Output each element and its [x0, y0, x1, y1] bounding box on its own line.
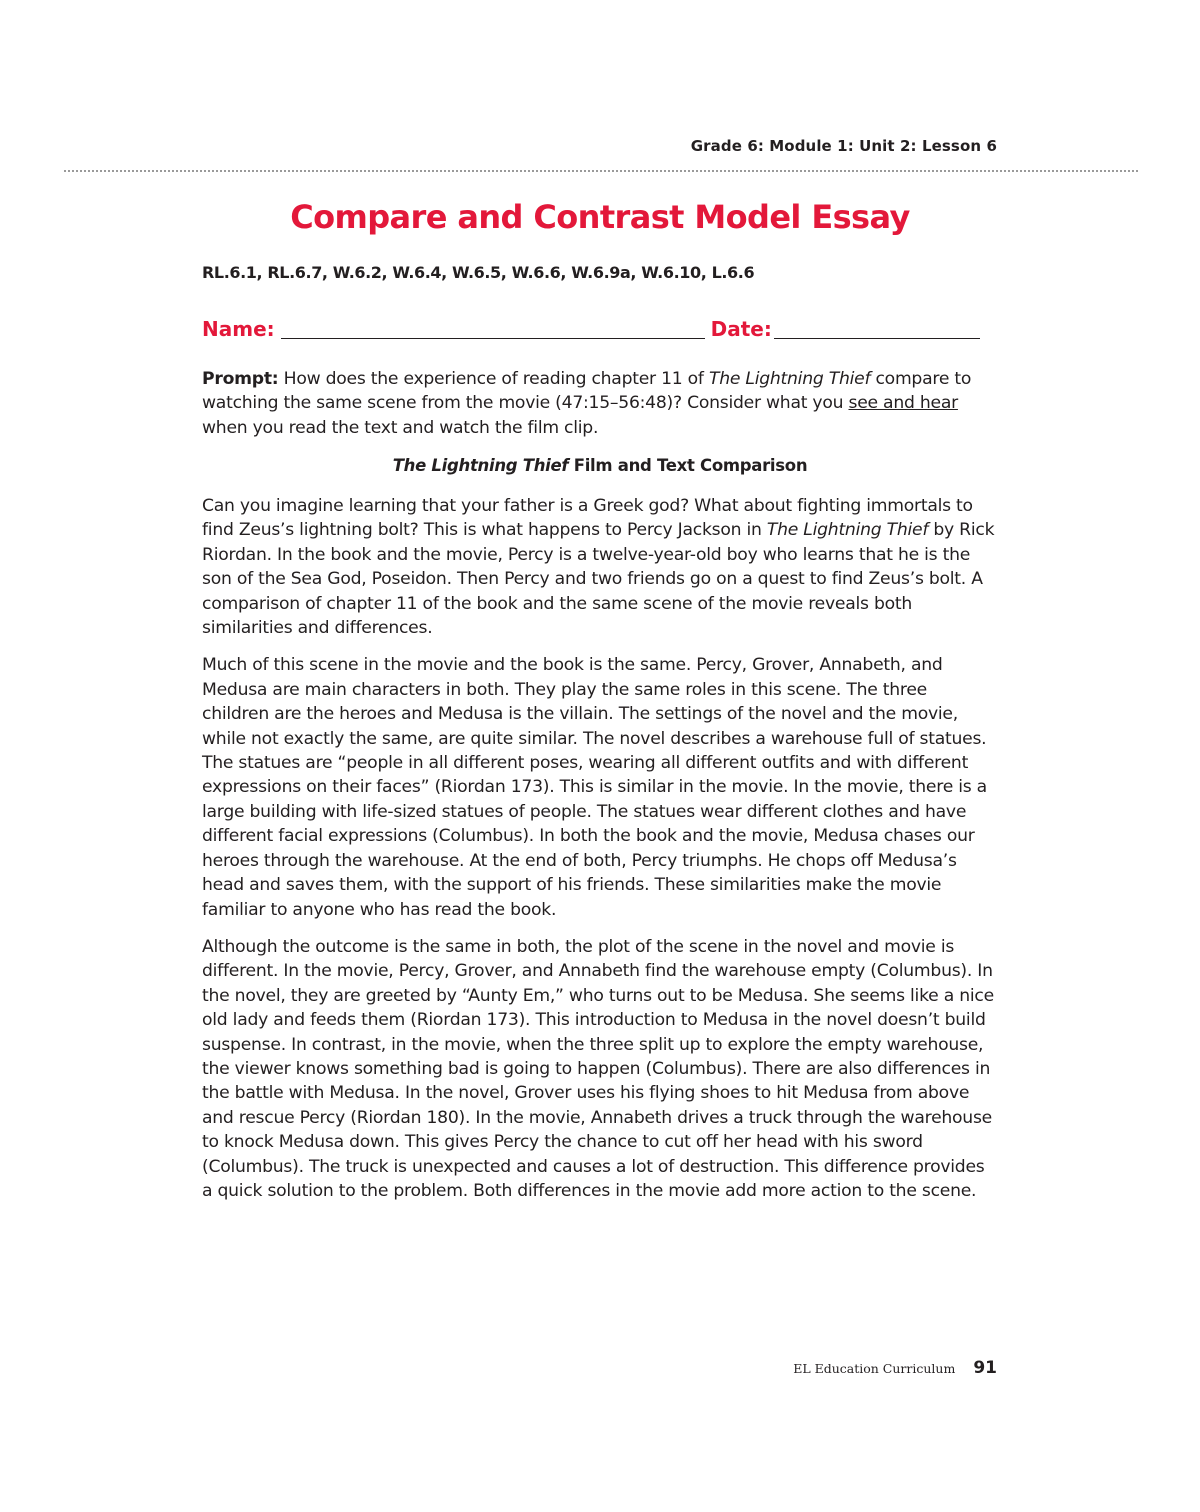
- prompt-text-3: when you read the text and watch the film clip.: [202, 417, 599, 438]
- page-title: Compare and Contrast Model Essay: [290, 198, 910, 236]
- date-field[interactable]: [774, 320, 980, 339]
- page-number: 91: [973, 1358, 997, 1378]
- comparison-heading-title: The Lightning Thief: [392, 456, 569, 475]
- prompt-underlined-text: see and hear: [848, 393, 958, 414]
- essay-p1-book-title: The Lightning Thief: [766, 520, 929, 541]
- prompt-book-title: The Lightning Thief: [708, 369, 871, 389]
- prompt-label: Prompt:: [202, 369, 279, 389]
- essay-p1-part-a: Can you imagine learning that your father is a Greek god? What about fighting immortals to find Zeus’s lightning bolt? This is what happens to Percy Jackson in: [202, 496, 973, 541]
- name-date-row: [202, 317, 980, 341]
- standards-list: RL.6.1, RL.6.7, W.6.2, W.6.4, W.6.5, W.6.6, W.6.9a, W.6.10, L.6.6: [202, 263, 755, 282]
- essay-paragraph-differences: Although the outcome is the same in both, the plot of the scene in the novel and movie is different. In the movie, Percy, Grover, and Annabeth find the warehouse empty (Columbus). In the novel, they are greeted by “Aunty Em,” who turns out to be Medusa. She seems like a nice old lady and feeds them (Riordan 173). This introduction to Medusa in the novel doesn’t build suspense. In contrast, in the movie, when the three split up to explore the empty warehouse, the viewer knows something bad is going to happen (Columbus). There are also differences in the battle with Medusa. In the novel, Grover uses his flying shoes to hit Medusa from above and rescue Percy (Riordan 180). In the movie, Annabeth drives a truck through the warehouse to knock Medusa down. This gives Percy the chance to cut off her head with his sword (Columbus). The truck is unexpected and causes a lot of destruction. This difference provides a quick solution to the problem. Both differences in the movie add more action to the scene.: [202, 936, 994, 1201]
- header-divider: [64, 170, 1138, 172]
- prompt-text-2: compare to watching the same scene from the movie (47:15–56:48)? Consider what you: [202, 369, 972, 414]
- footer-curriculum-label: EL Education Curriculum: [793, 1361, 956, 1376]
- name-field[interactable]: [281, 320, 705, 339]
- essay-paragraph-similarities: Much of this scene in the movie and the book is the same. Percy, Grover, Annabeth, and Medusa are main characters in both. They play the same roles in this scene. The three children are the heroes and Medusa is the villain. The settings of the novel and the movie, while not exactly the same, are quite similar. The novel describes a warehouse full of statues. The statues are “people in all different poses, wearing all different outfits and with different expressions on their faces” (Riordan 173). This is similar in the movie. In the movie, there is a large building with life-sized statues of people. The statues wear different clothes and have different facial expressions (Columbus). In both the book and the movie, Medusa chases our heroes through the warehouse. At the end of both, Percy triumphs. He chops off Medusa’s head and saves them, with the support of his friends. These similarities make the movie familiar to anyone who has read the book.: [202, 655, 987, 920]
- essay-p1-part-b: by Rick Riordan. In the book and the movie, Percy is a twelve-year-old boy who learns that he is the son of the Sea God, Poseidon. Then Percy and two friends go on a quest to find Zeus’s bolt. A comparison of chapter 11 of the book and the same scene of the movie reveals both similarities and differences.: [202, 520, 995, 639]
- name-label: Name:: [202, 317, 275, 341]
- model-essay: [202, 494, 998, 1216]
- comparison-heading: [0, 456, 1200, 475]
- lesson-header: Grade 6: Module 1: Unit 2: Lesson 6: [690, 137, 997, 155]
- page-footer: [793, 1358, 997, 1378]
- comparison-heading-rest: Film and Text Comparison: [568, 456, 808, 475]
- date-label: Date:: [710, 317, 772, 341]
- prompt-paragraph: [202, 367, 992, 440]
- essay-paragraph-intro: [202, 494, 998, 640]
- prompt-text-1: How does the experience of reading chapter 11 of: [278, 369, 709, 389]
